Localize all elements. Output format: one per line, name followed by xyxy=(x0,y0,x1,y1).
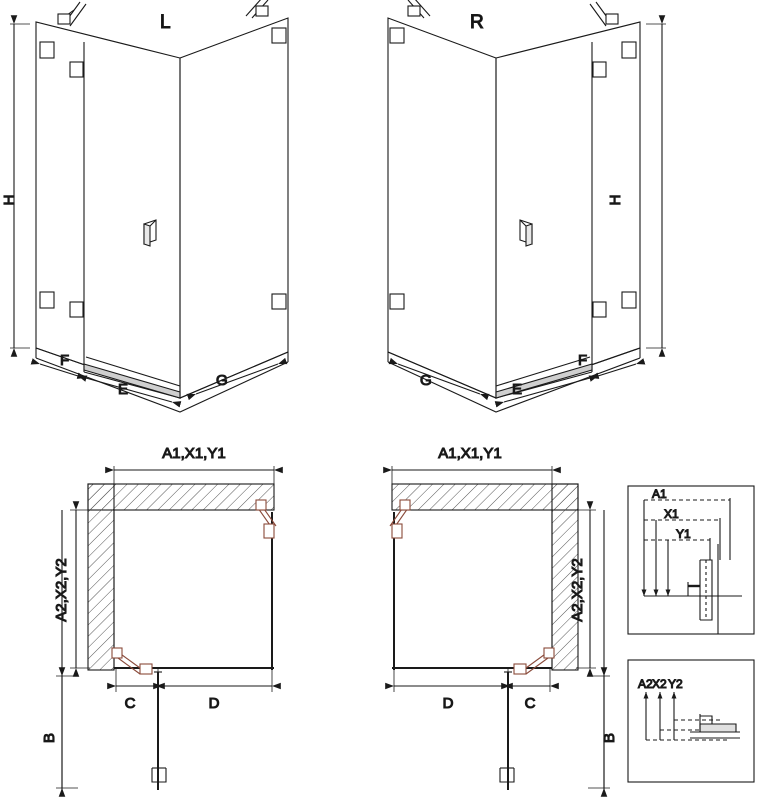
handle-icon xyxy=(144,220,156,246)
detail-top-label-a1: A1 xyxy=(652,487,667,501)
elevation-right-variant-label: R xyxy=(470,12,484,33)
plan-left-side-dim: A2,X2,Y2 xyxy=(53,558,70,622)
plan-right-side-dim: A2,X2,Y2 xyxy=(569,558,586,622)
detail-bottom-label-y2: Y2 xyxy=(668,677,683,691)
detail-bottom-label-a2: A2 xyxy=(638,677,653,691)
handle-icon xyxy=(520,220,532,246)
elevation-right-dim-f: F xyxy=(578,352,588,369)
plan-left xyxy=(56,466,300,790)
plan-right xyxy=(390,466,610,790)
plan-right-dim-b: B xyxy=(601,732,618,744)
detail-top-label-y1: Y1 xyxy=(676,527,691,541)
elevation-left-dim-f: F xyxy=(60,352,70,369)
detail-bottom-label-x2: X2 xyxy=(652,677,667,691)
plan-left-dim-b: B xyxy=(41,732,58,744)
elevation-right xyxy=(388,0,666,412)
plan-left-dim-d: D xyxy=(208,695,220,712)
plan-right-dim-d: D xyxy=(442,695,454,712)
plan-left-top-dim: A1,X1,Y1 xyxy=(162,445,226,462)
elevation-right-dim-g: G xyxy=(420,372,432,389)
plan-right-top-dim: A1,X1,Y1 xyxy=(438,445,502,462)
detail-top xyxy=(628,486,754,634)
elevation-left-height-label: H xyxy=(1,194,18,206)
elevation-right-dim-e: E xyxy=(512,381,523,398)
plan-left-dim-c: C xyxy=(124,695,136,712)
plan-right-dim-c: C xyxy=(524,695,536,712)
elevation-left xyxy=(10,0,288,412)
elevation-left-variant-label: L xyxy=(160,12,171,33)
elevation-left-dim-g: G xyxy=(216,372,228,389)
elevation-right-height-label: H xyxy=(607,194,624,206)
elevation-left-dim-e: E xyxy=(118,381,129,398)
detail-top-label-x1: X1 xyxy=(664,507,679,521)
